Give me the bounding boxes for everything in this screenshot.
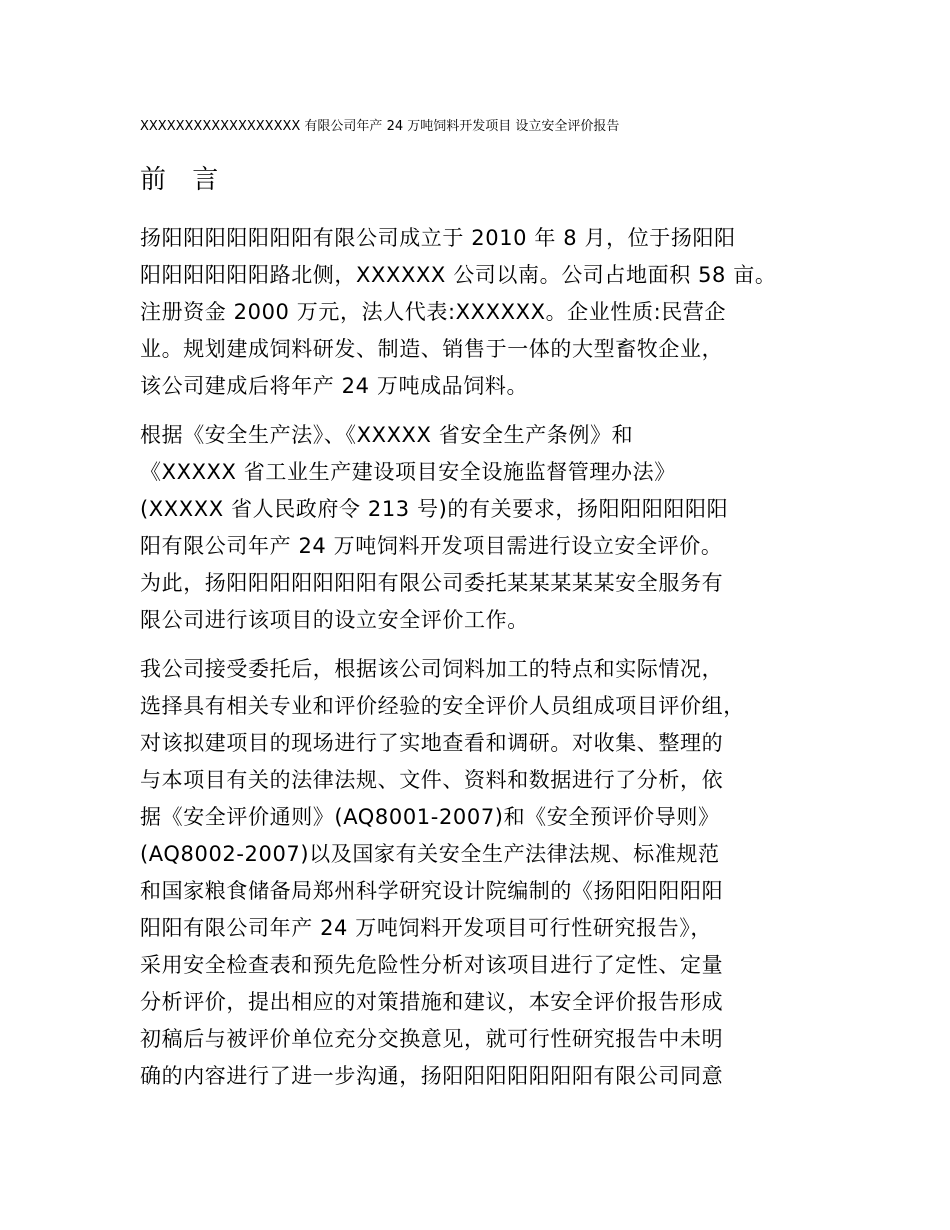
- running-header: XXXXXXXXXXXXXXXXXX 有限公司年产 24 万吨饲料开发项目 设立安全评价报告: [140, 119, 620, 134]
- text-line: 阳有限公司年产 24 万吨饲料开发项目需进行设立安全评价。: [140, 534, 723, 558]
- text-line: 注册资金 2000 万元，法人代表:XXXXXX。企业性质:民营企: [140, 300, 727, 324]
- text-line: 我公司接受委托后，根据该公司饲料加工的特点和实际情况，: [140, 657, 724, 681]
- text-line: 根据《安全生产法》、《XXXXX 省安全生产条例》和: [140, 423, 634, 447]
- paragraph-2: [140, 417, 840, 639]
- text-line: 该公司建成后将年产 24 万吨成品饲料。: [140, 374, 529, 398]
- text-line: 为此，扬阳阳阳阳阳阳阳有限公司委托某某某某某安全服务有: [140, 571, 724, 595]
- text-line: 与本项目有关的法律法规、文件、资料和数据进行了分析，依: [140, 768, 724, 792]
- paragraph-1: [140, 220, 840, 405]
- text-line: 选择具有相关专业和评价经验的安全评价人员组成项目评价组，: [140, 694, 745, 718]
- text-line: 初稿后与被评价单位充分交换意见，就可行性研究报告中未明: [140, 1027, 724, 1051]
- section-title: 前 言: [140, 165, 228, 195]
- text-line: 限公司进行该项目的设立安全评价工作。: [140, 608, 529, 632]
- text-line: 阳阳有限公司年产 24 万吨饲料开发项目可行性研究报告》，: [140, 916, 712, 940]
- text-line: 和国家粮食储备局郑州科学研究设计院编制的《扬阳阳阳阳阳: [140, 879, 724, 903]
- text-line: 分析评价，提出相应的对策措施和建议，本安全评价报告形成: [140, 990, 724, 1014]
- text-line: 《XXXXX 省工业生产建设项目安全设施监督管理办法》: [140, 460, 676, 484]
- text-line: 采用安全检查表和预先危险性分析对该项目进行了定性、定量: [140, 953, 724, 977]
- text-line: 阳阳阳阳阳阳路北侧，XXXXXX 公司以南。公司占地面积 58 亩。: [140, 263, 777, 287]
- text-line: 业。规划建成饲料研发、制造、销售于一体的大型畜牧企业，: [140, 337, 724, 361]
- paragraph-3: [140, 651, 840, 1095]
- text-line: 据《安全评价通则》(AQ8001-2007)和《安全预评价导则》: [140, 805, 720, 829]
- text-line: (AQ8002-2007)以及国家有关安全生产法律法规、标准规范: [140, 842, 720, 866]
- text-line: (XXXXX 省人民政府令 213 号)的有关要求，扬阳阳阳阳阳阳: [140, 497, 729, 521]
- text-line: 扬阳阳阳阳阳阳阳有限公司成立于 2010 年 8 月，位于扬阳阳: [140, 226, 736, 250]
- text-line: 确的内容进行了进一步沟通，扬阳阳阳阳阳阳阳有限公司同意: [140, 1064, 724, 1088]
- text-line: 对该拟建项目的现场进行了实地查看和调研。对收集、整理的: [140, 731, 724, 755]
